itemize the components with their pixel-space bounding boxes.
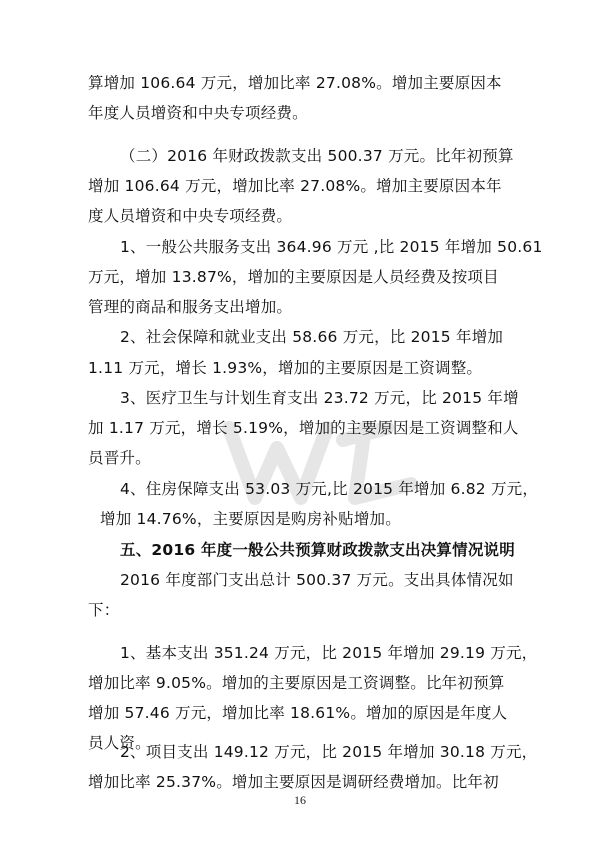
text-line: 度人员增资和中央专项经费。 [88, 207, 293, 225]
text-line: 2、社会保障和就业支出 58.66 万元，比 2015 年增加 [120, 328, 504, 346]
page-number: 16 [294, 793, 306, 807]
text-line: 增加 57.46 万元，增加比率 18.61%。增加的原因是年度人 [88, 704, 508, 722]
text-line: 2、项目支出 149.12 万元，比 2015 年增加 30.18 万元， [120, 743, 538, 761]
text-line: 1、一般公共服务支出 364.96 万元 ,比 2015 年增加 50.61 [120, 238, 543, 256]
text-line: （二）2016 年财政拨款支出 500.37 万元。比年初预算 [120, 147, 514, 165]
text-line: 加 1.17 万元，增长 5.19%，增加的主要原因是工资调整和人 [88, 419, 519, 437]
text-line: 1.11 万元，增长 1.93%，增加的主要原因是工资调整。 [88, 359, 483, 377]
text-line: 增加比率 25.37%。增加主要原因是调研经费增加。比年初 [88, 773, 499, 791]
text-line: 4、住房保障支出 53.03 万元,比 2015 年增加 6.82 万元， [120, 480, 539, 498]
text-line: 增加比率 9.05%。增加的主要原因是工资调整。比年初预算 [88, 674, 505, 692]
text-line: 增加 106.64 万元，增加比率 27.08%。增加主要原因本年 [88, 177, 502, 195]
text-line: 员晋升。 [88, 449, 151, 467]
text-line: 2016 年度部门支出总计 500.37 万元。支出具体情况如 [120, 571, 514, 589]
text-line: 员人资。 [88, 734, 151, 752]
text-line: 1、基本支出 351.24 万元，比 2015 年增加 29.19 万元， [120, 644, 538, 662]
text-line: 管理的商品和服务支出增加。 [88, 298, 293, 316]
text-line: 万元，增加 13.87%，增加的主要原因是人员经费及按项目 [88, 268, 499, 286]
section-heading: 五、2016 年度一般公共预算财政拨款支出决算情况说明 [120, 541, 515, 559]
text-line: 下： [88, 601, 120, 619]
text-line: 3、医疗卫生与计划生育支出 23.72 万元，比 2015 年增 [120, 389, 519, 407]
text-line: 算增加 106.64 万元，增加比率 27.08%。增加主要原因本 [88, 74, 502, 92]
text-line: 增加 14.76%，主要原因是购房补贴增加。 [100, 510, 401, 528]
text-line: 年度人员增资和中央专项经费。 [88, 104, 308, 122]
